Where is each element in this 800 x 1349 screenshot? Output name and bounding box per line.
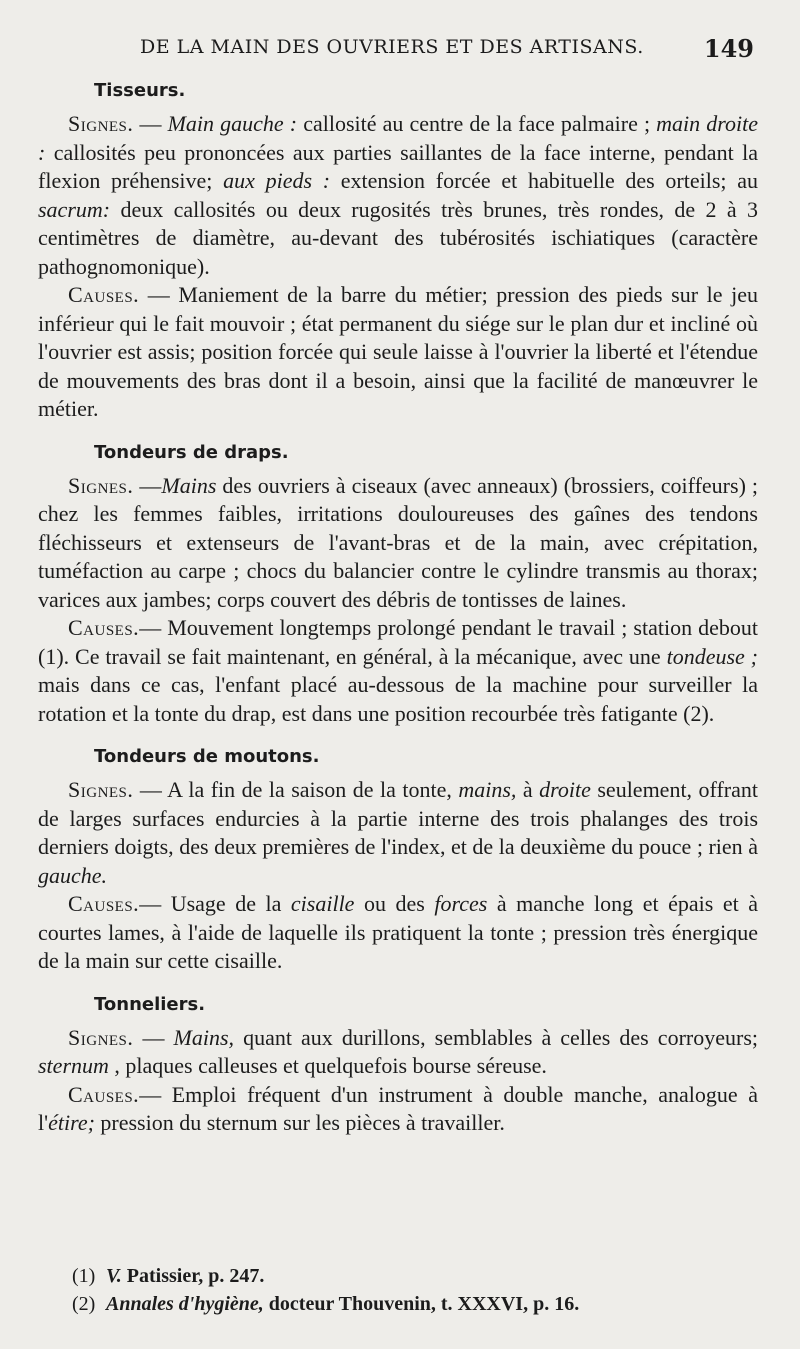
- section-gap: [38, 728, 758, 744]
- text-segment: Mains: [161, 472, 217, 498]
- text-segment: forces: [434, 891, 488, 916]
- text-segment: pression du sternum sur les pièces à travailler.: [94, 1110, 505, 1135]
- section-gap: [38, 424, 758, 440]
- paragraph-label: Signes.: [68, 472, 134, 498]
- text-segment: — Usage de la: [139, 891, 291, 916]
- text-segment: à: [516, 777, 540, 802]
- text-segment: mains,: [458, 777, 517, 802]
- text-segment: ou des: [354, 891, 435, 916]
- paragraph-label: Signes.: [68, 777, 134, 802]
- paragraph-label: Signes.: [68, 111, 134, 136]
- text-segment: droite: [539, 777, 591, 802]
- paragraph: [38, 472, 758, 615]
- text-segment: — Maniement de la barre du métier; pression des pieds sur le jeu inférieur qui le fait mouvoir ; état permanent du siége sur le plan dur et incliné où l'ouvrier est assis; position forcée qui seule laisse à l'ouvrier la liberté et l'étendue de mouvements des bras dont il a besoin, ainsi que la facilité de manœuvrer le métier.: [38, 282, 758, 421]
- section-heading: Tisseurs.: [94, 80, 186, 101]
- text-segment: mais dans ce cas, l'enfant placé au-dessous de la machine pour surveiller la rotation et la tonte du drap, est dans une position recourbée très fatigante (2).: [38, 672, 758, 726]
- text-segment: — Mouvement longtemps prolongé pendant le travail ; station debout (1). Ce travail se fait maintenant, en général, à la mécanique, avec une: [38, 615, 758, 669]
- footnote-text: docteur Thouvenin, t. XXXVI, p. 16.: [263, 1293, 580, 1315]
- paragraph-label: Causes.: [68, 891, 140, 916]
- text-segment: callosité au centre de la face palmaire ;: [297, 111, 657, 136]
- text-segment: à manche long et épais et à courtes lames, à l'aide de laquelle ils pratiquent la tonte ; pression très énergique de la main sur cette cisaille.: [38, 891, 758, 973]
- text-segment: Main gauche :: [167, 111, 298, 136]
- paragraph: [38, 614, 758, 728]
- text-segment: deux callosités ou deux rugosités très brunes, très rondes, de 2 à 3 centimètres de diamètre, au-devant des tubérosités ischiatiques (caractère pathognomonique).: [38, 196, 758, 279]
- text-segment: — A la fin de la saison de la tonte,: [133, 777, 459, 802]
- text-segment: main droite :: [38, 111, 758, 165]
- paragraph: [38, 1024, 758, 1081]
- text-segment: des ouvriers à ciseaux (avec anneaux) (brossiers, coiffeurs) ; chez les femmes faibles, irritations douloureuses des gaînes des tendons fléchisseurs et extenseurs de l'avant-bras et de la main, avec crépitation, tuméfaction au carpe ; chocs du balancier contre le cylindre transmis au thorax; varices aux jambes; corps couvert des débris de tontisses de laines.: [38, 472, 759, 612]
- footnotes: [72, 1262, 772, 1318]
- footnote-text: Annales d'hygiène,: [106, 1293, 264, 1315]
- running-head: [140, 36, 760, 66]
- running-title: DE LA MAIN DES OUVRIERS ET DES ARTISANS.: [140, 36, 644, 58]
- text-segment: aux pieds :: [223, 168, 331, 193]
- paragraph: [38, 110, 758, 281]
- paragraph: [38, 890, 758, 976]
- text-segment: callosités peu prononcées aux parties saillantes de la face interne, pendant la flexion préhensive;: [38, 139, 758, 193]
- footnote-number: (2): [72, 1293, 96, 1315]
- paragraph-label: Signes.: [68, 1024, 134, 1050]
- paragraph-label: Causes.: [68, 1081, 140, 1107]
- section-heading: Tondeurs de draps.: [94, 441, 289, 463]
- text-segment: sacrum:: [38, 196, 111, 222]
- text-segment: sternum: [38, 1053, 109, 1078]
- section-gap: [38, 976, 758, 992]
- footnote-text: Patissier, p. 247.: [121, 1265, 265, 1287]
- text-segment: cisaille: [290, 891, 355, 916]
- text-segment: extension forcée et habituelle des orteils; au: [330, 168, 758, 193]
- paragraph: [38, 776, 758, 890]
- text-segment: étire;: [48, 1110, 95, 1135]
- footnote: [72, 1262, 772, 1290]
- text-segment: —: [133, 1024, 174, 1050]
- text-segment: —: [133, 111, 168, 136]
- paragraph-label: Causes.: [68, 282, 140, 307]
- text-segment: seulement, offrant de larges surfaces endurcies à la partie interne des trois phalanges des trois derniers doigts, des deux premières de l'index, et de la deuxième du pouce ; rien à: [38, 777, 759, 859]
- footnote-text: V.: [106, 1265, 122, 1287]
- paragraph: [38, 281, 758, 424]
- paragraph-label: Causes.: [68, 615, 140, 640]
- text-segment: tondeuse ;: [666, 643, 759, 669]
- text-segment: Mains,: [173, 1024, 235, 1050]
- footnote-number: (1): [72, 1265, 96, 1287]
- section-heading: Tondeurs de moutons.: [94, 746, 320, 767]
- section-heading: Tonneliers.: [94, 993, 206, 1015]
- main-text: [38, 78, 758, 1138]
- footnote: [72, 1290, 772, 1318]
- text-segment: , plaques calleuses et quelquefois bourse séreuse.: [108, 1053, 547, 1078]
- paragraph: [38, 1081, 758, 1138]
- text-segment: —: [133, 472, 162, 498]
- text-segment: quant aux durillons, semblables à celles des corroyeurs;: [234, 1024, 758, 1050]
- text-segment: — Emploi fréquent d'un instrument à double manche, analogue à l': [38, 1081, 758, 1135]
- text-segment: gauche.: [38, 862, 108, 888]
- page-number: 149: [703, 34, 754, 63]
